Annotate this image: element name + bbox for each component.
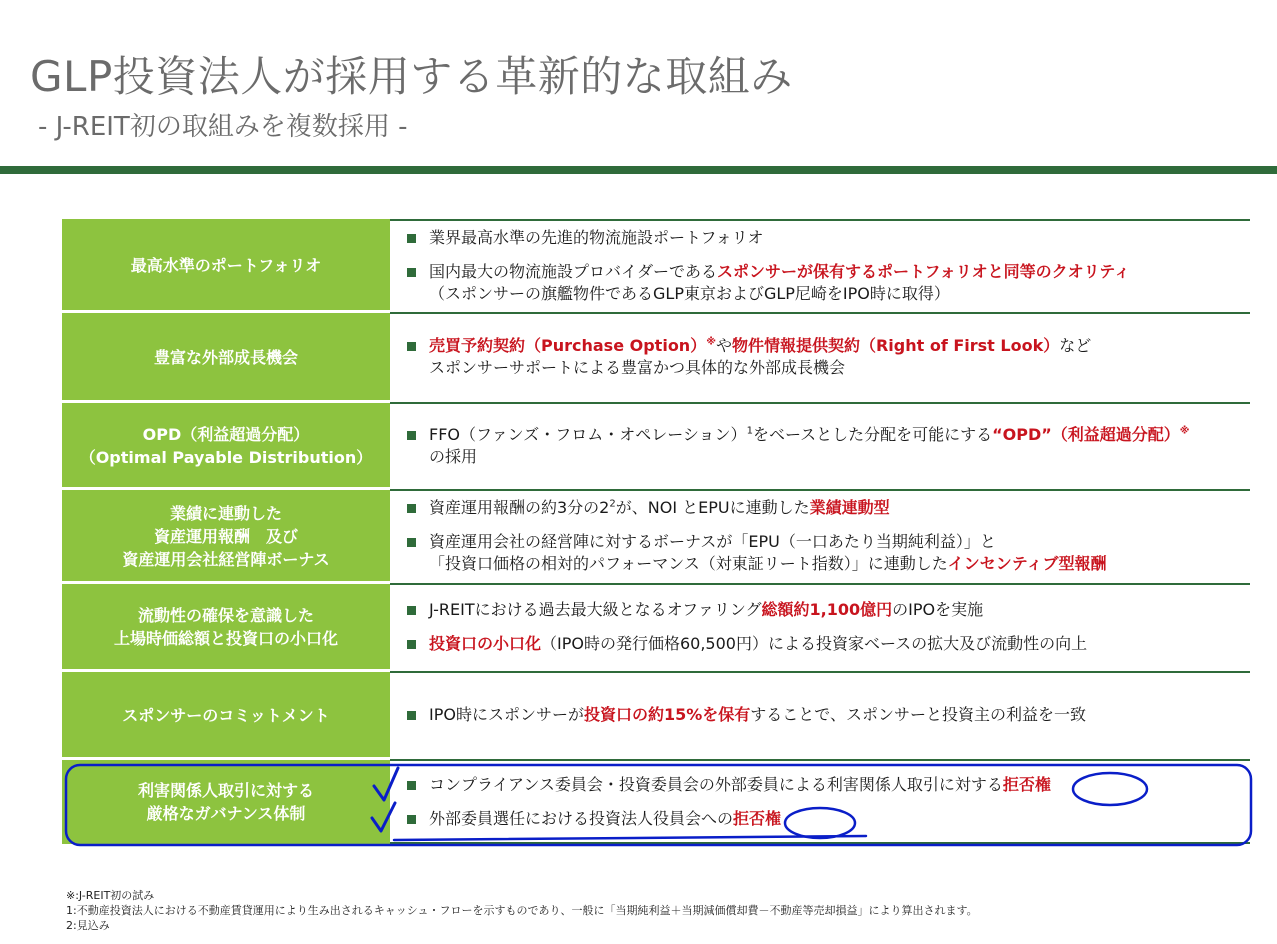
footnote: 1:不動産投資法人における不動産賃貸運用により生み出されるキャッシュ・フローを示すものであり、一般に「当期純利益＋当期減価償却費－不動産等売却損益」により算出されます。 — [66, 904, 978, 917]
bullet-text: コンプライアンス委員会・投資委員会の外部委員による利害関係人取引に対する — [429, 774, 1003, 794]
checkmark-icon — [374, 768, 398, 800]
row-label-line: 利害関係人取引に対する — [137, 780, 314, 800]
emphasis-text: 投資口の約15%を保有 — [583, 705, 751, 724]
underline-mark — [394, 836, 866, 840]
row-label-line: （Optimal Payable Distribution） — [79, 447, 373, 467]
bullet-text: 資産運用会社の経営陣に対するボーナスが「EPU（一口あたり当期純利益）」と — [429, 532, 996, 551]
bullet-text: 業界最高水準の先進的物流施設ポートフォリオ — [429, 227, 764, 247]
row-label-line: 資産運用会社経営陣ボーナス — [122, 549, 330, 569]
row-label-line: スポンサーのコミットメント — [122, 705, 330, 725]
row-label-line: 最高水準のポートフォリオ — [130, 256, 322, 275]
bullet-text: 国内最大の物流施設プロバイダーである — [429, 261, 718, 281]
emphasis-text: 拒否権 — [1002, 774, 1051, 794]
row-label-line: OPD（利益超過分配） — [142, 424, 310, 444]
row-label-line: 厳格なガバナンス体制 — [146, 803, 306, 823]
bullet-text: が、NOI とEPUに連動した — [615, 498, 810, 517]
emphasis-text: 投資口の小口化 — [429, 634, 542, 653]
emphasis-text: スポンサーが保有するポートフォリオと同等のクオリティ — [717, 261, 1130, 281]
bullet-text: FFO（ファンズ・フロム・オペレーション） — [429, 424, 747, 444]
emphasis-text: 総額約1,100億円 — [761, 600, 893, 619]
bullet-text: の採用 — [429, 446, 478, 466]
checkmark-icon — [372, 803, 395, 831]
bullet-text: 外部委員選任における投資法人役員会への — [429, 808, 734, 828]
highlight-box — [66, 765, 1251, 845]
row-label-line: 上場時価総額と投資口の小口化 — [113, 629, 338, 648]
row-label-line: 業績に連動した — [169, 503, 282, 523]
footnote: 2:見込み — [66, 919, 110, 932]
bullet-text: （スポンサーの旗艦物件であるGLP東京およびGLP尼崎をIPO時に取得） — [429, 283, 950, 303]
bullet-text: スポンサーサポートによる豊富かつ具体的な外部成長機会 — [429, 358, 846, 377]
circle-mark — [785, 808, 855, 838]
row-label-line: 資産運用報酬 及び — [153, 526, 298, 546]
row-label-line: 流動性の確保を意識した — [137, 606, 314, 625]
footnote-marker: 2 — [609, 498, 616, 510]
bullet-text: など — [1059, 336, 1092, 355]
emphasis-text: インセンティブ型報酬 — [947, 554, 1107, 573]
bullet-text: のIPOを実施 — [892, 600, 984, 619]
footnote-marker: ※ — [1179, 425, 1190, 437]
emphasis-text: 物件情報提供契約（Right of First Look） — [731, 336, 1060, 355]
circle-mark — [1073, 773, 1147, 805]
bullet-text: 資産運用報酬の約3分の2 — [429, 498, 610, 517]
page-subtitle: - J-REIT初の取組みを複数採用 - — [38, 112, 408, 142]
bullet-text: J-REITにおける過去最大級となるオファリング — [429, 600, 762, 619]
row-label-line: 豊富な外部成長機会 — [153, 347, 298, 367]
bullet-text: することで、スポンサーと投資主の利益を一致 — [750, 705, 1086, 724]
footnote-marker: ※ — [706, 336, 716, 348]
footnote-marker: 1 — [746, 425, 753, 437]
emphasis-text: “OPD”（利益超過分配） — [992, 424, 1180, 444]
emphasis-text: 業績連動型 — [809, 498, 890, 517]
bullet-text: IPO時にスポンサーが — [429, 705, 584, 724]
emphasis-text: 拒否権 — [733, 808, 782, 828]
emphasis-text: 売買予約契約（Purchase Option） — [429, 336, 707, 355]
bullet-text: （IPO時の発行価格60,500円）による投資家ベースの拡大及び流動性の向上 — [541, 634, 1088, 653]
bullet-text: をベースとした分配を可能にする — [752, 424, 993, 444]
bullet-text: 「投資口価格の相対的パフォーマンス（対東証リート指数）」に連動した — [429, 554, 948, 573]
footnote: ※:J-REIT初の試み — [66, 889, 155, 902]
page-title: GLP投資法人が採用する革新的な取組み — [30, 52, 793, 101]
bullet-text: や — [715, 336, 732, 355]
